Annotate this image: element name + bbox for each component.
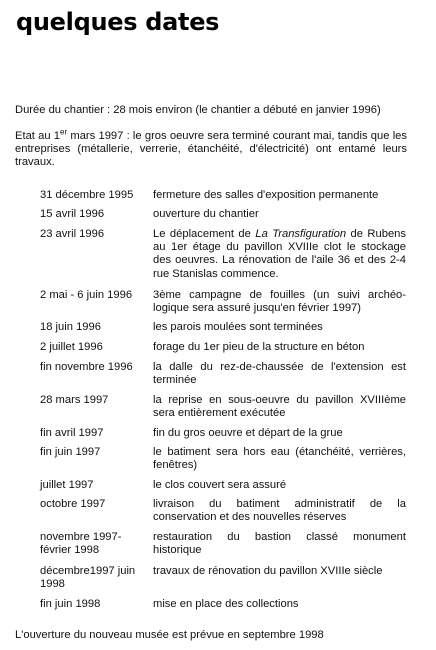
timeline-description: la reprise en sous-oeuvre du pavillon XVIIIème sera entièrement exécutée [153,394,406,420]
timeline-date: 28 mars 1997 [40,394,109,406]
timeline-date: décembre1997 juin 1998 [40,565,136,591]
timeline-description: 3ème campagne de fouilles (un suivi archéo-logique sera assuré jusqu'en février 1997) [153,289,406,315]
opening-note: L'ouverture du nouveau musée est prévue en septembre 1998 [15,629,324,641]
timeline-description: ouverture du chantier [153,208,259,220]
timeline-description: mise en place des collections [153,598,299,610]
timeline-date: 18 juin 1996 [40,321,101,333]
timeline-date: juillet 1997 [40,479,94,491]
state-superscript: er [60,127,68,137]
timeline-date: fin juin 1997 [40,446,101,458]
timeline-description: fermeture des salles d'exposition permanente [153,189,379,201]
state-prefix: Etat au 1 [15,130,61,142]
timeline-date: fin novembre 1996 [40,361,133,373]
description-text: Le déplacement de [153,228,256,240]
timeline-description: le clos couvert sera assuré [153,479,287,491]
description-text: de Rubens au 1er étage du pavillon XVIIIe clot le stockage des oeuvres. La rénovation de l'aile 36 et des 2-4 rue Stanislas commence. [153,228,406,280]
timeline-date: 2 juillet 1996 [40,341,103,353]
artwork-title: La Transfiguration [255,228,347,240]
timeline-date: octobre 1997 [40,498,106,510]
timeline-description: restauration du bastion classé monument historique [153,531,406,557]
page-title: quelques dates [16,8,220,36]
state-text: mars 1997 : le gros oeuvre sera terminé courant mai, tandis que les entreprises (métallerie, verrerie, étanchéité, d'électricité) ont entamé leurs travaux. [15,130,407,168]
timeline-date: 31 décembre 1995 [40,189,134,201]
timeline-date: fin avril 1997 [40,427,104,439]
timeline-description [153,228,406,281]
duration-paragraph: Durée du chantier : 28 mois environ (le chantier a débuté en janvier 1996) [15,104,381,116]
timeline-description: forage du 1er pieu de la structure en béton [153,341,365,353]
timeline-date: 2 mai - 6 juin 1996 [40,289,133,301]
timeline-description: livraison du batiment administratif de la conservation et des nouvelles réserves [153,498,406,524]
timeline-date: fin juin 1998 [40,598,101,610]
timeline-description: le batiment sera hors eau (étanchéité, verrières, fenêtres) [153,446,406,472]
timeline-description: les parois moulées sont terminées [153,321,323,333]
timeline-description: travaux de rénovation du pavillon XVIIIe siècle [153,565,383,577]
timeline-description: la dalle du rez-de-chaussée de l'extension est terminée [153,361,406,387]
timeline-description: fin du gros oeuvre et départ de la grue [153,427,343,439]
timeline-date: novembre 1997-février 1998 [40,531,122,557]
timeline-date: 15 avril 1996 [40,208,105,220]
timeline-date: 23 avril 1996 [40,228,105,240]
